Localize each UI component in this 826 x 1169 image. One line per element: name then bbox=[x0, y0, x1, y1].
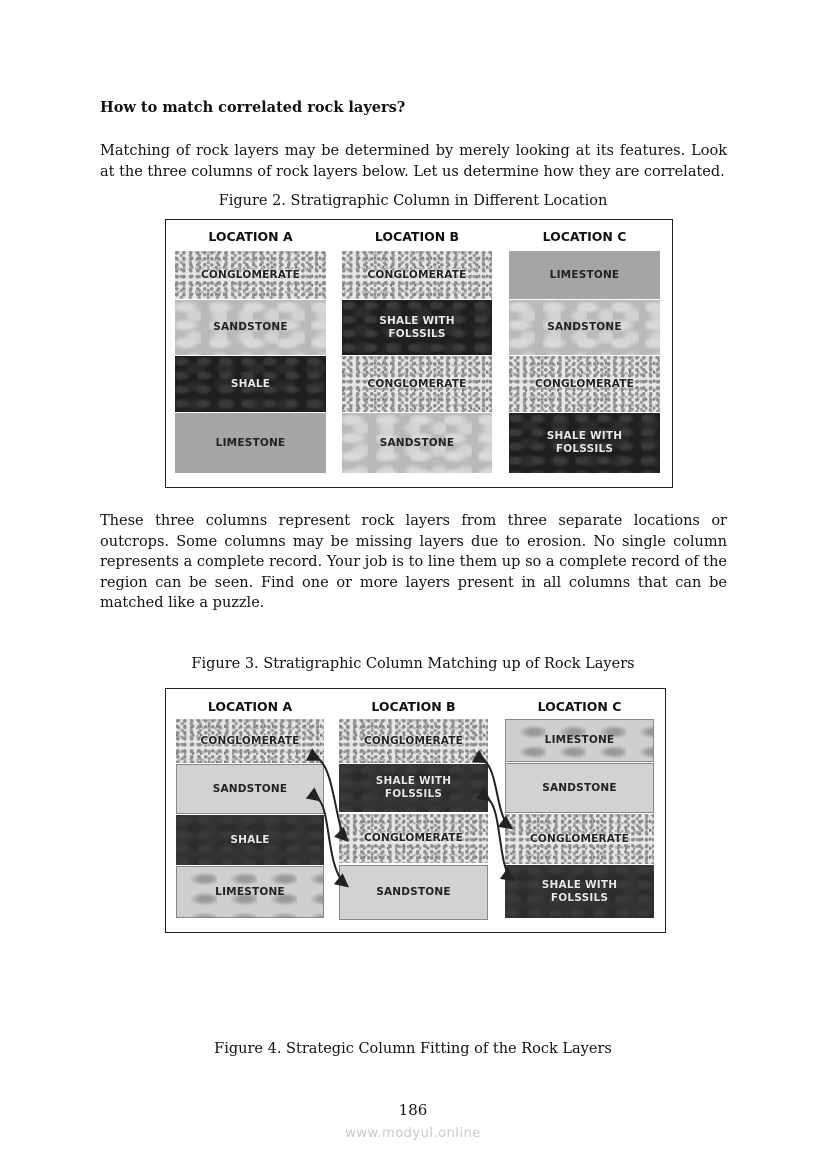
layer-label: CONGLOMERATE bbox=[363, 832, 464, 844]
limestone-layer bbox=[509, 251, 660, 299]
correlation-arrows bbox=[166, 689, 665, 932]
layer-label: SANDSTONE bbox=[213, 321, 288, 333]
layer-label: CONGLOMERATE bbox=[200, 268, 301, 281]
correlation-arrow bbox=[318, 759, 346, 839]
layer-label: CONGLOMERATE bbox=[534, 377, 635, 390]
conglomerate-layer bbox=[342, 356, 492, 412]
shale-layer bbox=[342, 300, 492, 355]
layer-label: SANDSTONE bbox=[379, 436, 455, 449]
figure-4-caption: Figure 4. Strategic Column Fitting of the Rock Layers bbox=[214, 1041, 612, 1057]
layer-label: SANDSTONE bbox=[542, 781, 617, 794]
figure-2-stratigraphic-columns bbox=[165, 219, 673, 488]
conglomerate-layer bbox=[342, 251, 492, 299]
sandstone-layer bbox=[175, 300, 326, 355]
layer-label: LIMESTONE bbox=[549, 268, 620, 281]
intro-paragraph: Matching of rock layers may be determined by merely looking at its features. Look at the three columns of rock layers below. Let us determine how they are correlated. bbox=[100, 143, 727, 180]
layer-label: SHALE WITH FOLSSILS bbox=[375, 775, 452, 800]
layer-label: CONGLOMERATE bbox=[367, 268, 467, 281]
layer-label: CONGLOMERATE bbox=[363, 734, 464, 747]
layer-label: CONGLOMERATE bbox=[367, 377, 467, 390]
layer-label: SHALE WITH FOLSSILS bbox=[546, 430, 623, 455]
column-location-a bbox=[175, 220, 326, 487]
figure-3-caption: Figure 3. Stratigraphic Column Matching up of Rock Layers bbox=[191, 656, 635, 672]
sandstone-layer bbox=[509, 300, 660, 355]
layer-label: SHALE bbox=[230, 377, 271, 390]
layer-label: SHALE WITH FOLSSILS bbox=[379, 314, 455, 340]
explanation-paragraph: These three columns represent rock layers from three separate locations or outcrops. Some columns may be missing layers due to erosion. No single column represents a complete record. Your job is to line them up so a complete record of the region can be seen. Find one or more layers present in all columns that can be matched like a puzzle. bbox=[100, 513, 727, 612]
column-title: LOCATION C bbox=[537, 699, 622, 714]
layer-label: LIMESTONE bbox=[215, 885, 285, 898]
sandstone-layer bbox=[342, 413, 492, 473]
watermark: www.modyul.online bbox=[345, 1126, 481, 1141]
conglomerate-layer bbox=[509, 356, 660, 412]
correlation-arrow bbox=[488, 799, 512, 879]
figure-3-matching-columns bbox=[165, 688, 666, 933]
layer-label: SHALE WITH FOLSSILS bbox=[541, 878, 618, 904]
layer-label: LIMESTONE bbox=[544, 734, 615, 746]
figure-2-caption: Figure 2. Stratigraphic Column in Different Location bbox=[218, 193, 608, 209]
conglomerate-layer bbox=[175, 251, 326, 299]
column-location-b bbox=[342, 220, 492, 487]
layer-label: CONGLOMERATE bbox=[529, 832, 630, 845]
column-title: LOCATION A bbox=[207, 699, 293, 714]
layer-label: SHALE bbox=[230, 833, 270, 846]
layer-label: SANDSTONE bbox=[376, 886, 451, 898]
layer-label: SANDSTONE bbox=[547, 321, 622, 333]
column-title: LOCATION B bbox=[371, 699, 456, 714]
limestone-layer bbox=[175, 413, 326, 473]
column-title: LOCATION B bbox=[374, 229, 460, 244]
shale-layer bbox=[175, 356, 326, 412]
column-title: LOCATION A bbox=[208, 229, 293, 244]
correlation-arrow bbox=[318, 799, 346, 885]
column-location-c bbox=[509, 220, 660, 487]
section-heading: How to match correlated rock layers? bbox=[100, 99, 406, 116]
shale-layer bbox=[509, 413, 660, 473]
page-number: 186 bbox=[398, 1101, 428, 1119]
layer-label: CONGLOMERATE bbox=[200, 734, 300, 747]
layer-label: SANDSTONE bbox=[212, 782, 288, 795]
layer-label: LIMESTONE bbox=[215, 436, 286, 449]
column-title: LOCATION C bbox=[542, 229, 627, 244]
